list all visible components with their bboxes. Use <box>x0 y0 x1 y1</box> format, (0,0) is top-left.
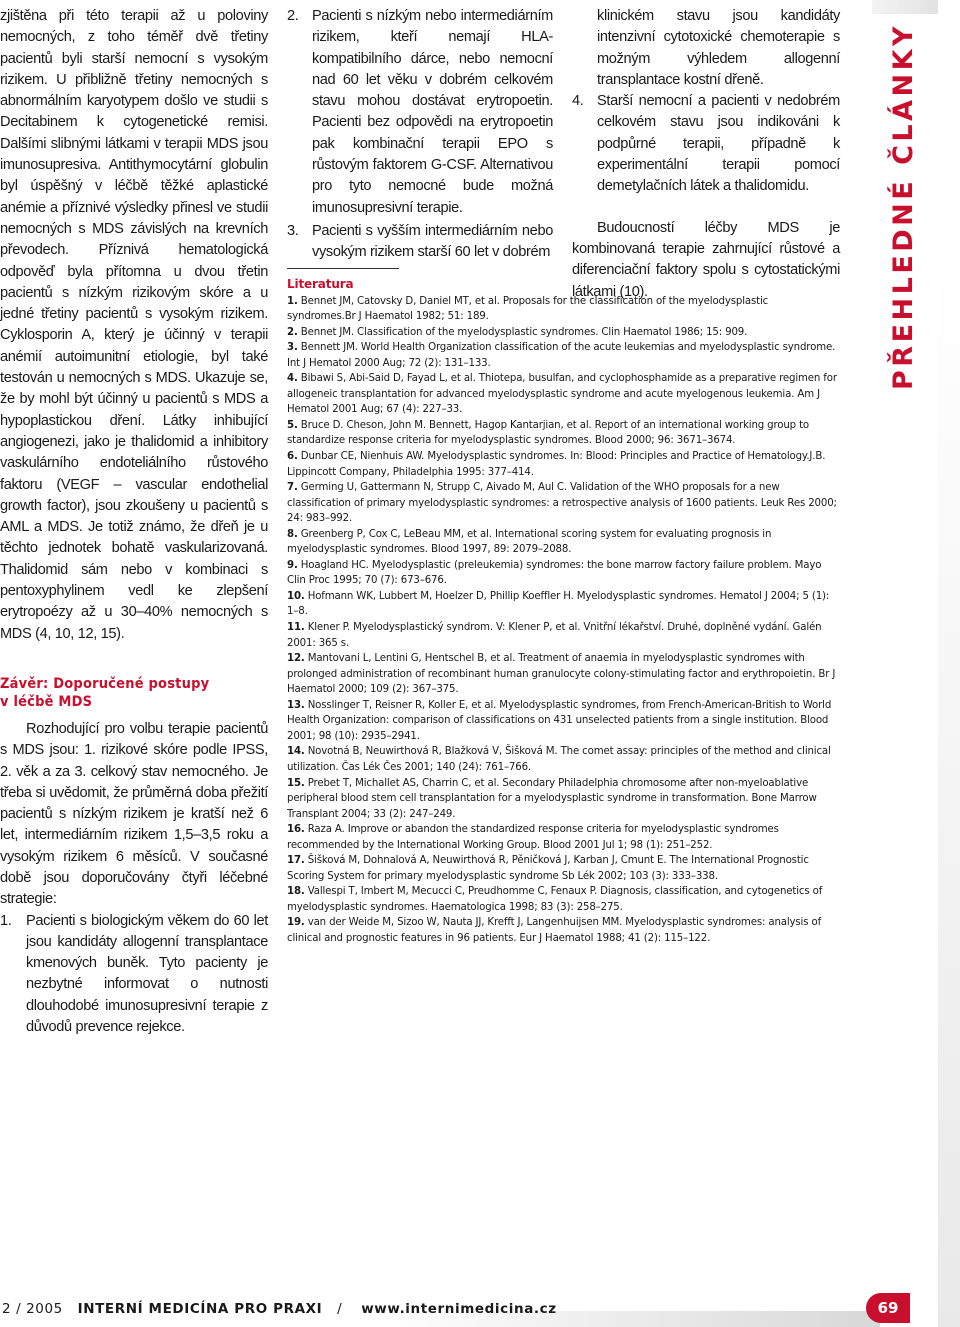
reference-item <box>287 294 839 325</box>
reference-item <box>287 853 839 884</box>
reference-item <box>287 776 839 823</box>
reference-text: Bennet JM, Catovsky D, Daniel MT, et al. Proposals for the classification of the myelodysplastic syndromes.Br J Haematol 1982; 51: 189. <box>287 295 769 323</box>
body-paragraph: Rozhodující pro volbu terapie pacientů s MDS jsou: 1. rizikové skóre podle IPSS, 2. věk a za 3. celkový stav nemocného. Je třeba si uvědomit, že průměrná doba přežití pacientů s nízkým rizikem je kratší než 6 let, intermediárním rizikem 1,5–3,5 roku a vysokým rizikem 6 měsíců. V současné době jsou doporučovány čtyři léčebné strategie: <box>0 720 268 908</box>
issue-number: 2 / 2005 <box>2 1301 63 1317</box>
list-item <box>572 91 840 197</box>
conclusion-heading <box>0 675 268 711</box>
reference-number: 5. <box>287 419 298 431</box>
reference-item <box>287 558 839 589</box>
reference-item <box>287 449 839 480</box>
list-item-number: 3. <box>287 222 299 239</box>
conclusion-heading-line1: Závěr: Doporučené postupy <box>0 675 210 692</box>
reference-number: 1. <box>287 295 298 307</box>
magazine-title: INTERNÍ MEDICÍNA PRO PRAXI <box>77 1301 323 1317</box>
strategy-list-continued <box>287 6 553 264</box>
reference-number: 15. <box>287 777 305 789</box>
reference-number: 10. <box>287 590 305 602</box>
list-item-number: 2. <box>287 8 299 24</box>
literature-section <box>287 277 839 947</box>
reference-text: van der Weide M, Sizoo W, Nauta JJ, Krefft J, Langenhuijsen MM. Myelodysplastic syndromes: analysis of clinical and prognostic features in 96 patients. Eur J Haematol 1988; 41 (2): 115–122. <box>287 917 822 944</box>
body-paragraph: Budoucností léčby MDS je kombinovaná terapie zahrnující růstové a diferenciační faktory spolu s cytostatickými látkami (10). <box>572 219 840 300</box>
list-item-continuation: klinickém stavu jsou kandidáty intenzivní cytotoxické chemoterapie s možným výhledem allogenní transplantace kostní dřeně. <box>597 8 840 88</box>
reference-text: Bruce D. Cheson, John M. Bennett, Hagop Kantarjian, et al. Report of an international working group to standardize response criteria for myelodysplastic syndromes. Blood 2000; 96: 3671–3674. <box>287 419 810 447</box>
strategy-list <box>0 911 268 1039</box>
reference-number: 6. <box>287 451 298 463</box>
reference-text: Vallespi T, Imbert M, Mecucci C, Preudhomme C, Fenaux P. Diagnosis, classification, and cytogenetics of myelodysplastic syndromes. Haematologica 1998; 83 (3): 258–275. <box>287 886 823 913</box>
reference-item <box>287 915 839 946</box>
reference-text: Mantovani L, Lentini G, Hentschel B, et al. Treatment of anaemia in myelodysplastic syndromes with prolonged administration of recombinant human granulocyte colony-stimulating factor and erythropoietin. Br J Haematol 2000; 109 (2): 367–375. <box>287 653 836 696</box>
decorative-sidebar <box>938 0 960 1327</box>
reference-number: 14. <box>287 746 305 758</box>
reference-item <box>287 884 839 915</box>
reference-item <box>287 744 839 775</box>
list-item <box>0 911 268 1039</box>
reference-text: Bibawi S, Abi-Said D, Fayad L, et al. Thiotepa, busulfan, and cyclophosphamide as a preparative regimen for allogeneic transplantation for advanced myelodysplastic syndrome and acute myelogenous leukemia. Am J Hematol 2001 Aug; 67 (4): 227–33. <box>287 373 837 416</box>
reference-number: 16. <box>287 824 305 836</box>
reference-number: 4. <box>287 373 298 385</box>
reference-number: 8. <box>287 528 298 540</box>
reference-item <box>287 325 839 341</box>
reference-text: Klener P. Myelodysplastický syndrom. V: Klener P, et al. Vnitřní lékařství. Druhé, doplněné vydání. Galén 2001: 365 s. <box>287 622 822 649</box>
reference-item <box>287 589 839 620</box>
conclusion-heading-line2: v léčbě MDS <box>0 693 93 710</box>
reference-text: Novotná B, Neuwirthová R, Blažková V, Šišková M. The comet assay: principles of the method and clinical utilization. Čas Lék Čes 2001; 140 (24): 761–766. <box>287 746 831 773</box>
middle-column <box>287 6 553 264</box>
list-item-text: Pacienti s nízkým nebo intermediárním rizikem, kteří nemají HLA-kompatibilního dárce, nebo nemocní nad 60 let věku v dobrém celkovém stavu mohou dostávat erytropoetin. Pacienti bez odpovědi na erytropoetin pak kombinační terapii EPO s růstovým faktorem G-CSF. Alternativou pro tyto nemocné bude možná imunosupresivní terapie. <box>312 8 553 216</box>
literature-heading: Literatura <box>287 277 354 291</box>
reference-text: Prebet T, Michallet AS, Charrin C, et al. Secondary Philadelphia chromosome after non-myeloablative peripheral blood stem cell transplantation for a myelodysplastic syndrome in transformation. Bone Marrow Transplant 2004; 33 (2): 247–249. <box>287 777 817 820</box>
list-item-text: Pacienti s biologickým věkem do 60 let jsou kandidáty allogenní transplantace kmenových buněk. Tyto pacienty je nezbytné informovat o nutnosti dlouhodobé imunosupresivní terapie z důvodů prevence rejekce. <box>26 912 268 1036</box>
reference-item <box>287 418 839 449</box>
reference-item <box>287 371 839 418</box>
reference-text: Bennett JM. World Health Organization classification of the acute leukemias and myelodysplastic syndrome. Int J Hematol 2000 Aug; 72 (2): 131–133. <box>287 342 836 369</box>
reference-number: 11. <box>287 622 305 634</box>
footer-text <box>2 1301 557 1317</box>
page-footer <box>0 1297 960 1327</box>
reference-text: Nosslinger T, Reisner R, Koller E, et al. Myelodysplastic syndromes, from French-American-British to World Health Organization: comparison of classifications on 431 unselected patients from a single institution. Blood 2001; 98 (10): 2935–2941. <box>287 699 832 742</box>
footer-separator: / <box>337 1301 343 1317</box>
reference-number: 2. <box>287 326 298 338</box>
reference-number: 18. <box>287 886 305 898</box>
reference-item <box>287 822 839 853</box>
reference-text: Hofmann WK, Lubbert M, Hoelzer D, Phillip Koeffler H. Myelodysplastic syndromes. Hematol J 2004; 5 (1): 1–8. <box>287 590 830 618</box>
strategy-list-continued <box>572 91 840 197</box>
right-column <box>572 6 840 303</box>
reference-item <box>287 651 839 698</box>
reference-number: 12. <box>287 653 305 665</box>
reference-item <box>287 620 839 651</box>
reference-number: 7. <box>287 482 298 494</box>
reference-text: Bennet JM. Classification of the myelodysplastic syndromes. Clin Haematol 1986; 15: 909. <box>300 326 748 338</box>
reference-item <box>287 527 839 558</box>
reference-text: Raza A. Improve or abandon the standardized response criteria for myelodysplastic syndromes recommended by the International Working Group. Blood 2001 Jul 1; 98 (1): 251–252. <box>287 824 779 851</box>
list-item-number: 4. <box>572 93 584 110</box>
reference-text: Greenberg P, Cox C, LeBeau MM, et al. International scoring system for evaluating prognosis in myelodysplastic syndromes. Blood 1997, 89: 2079–2088. <box>287 528 772 556</box>
reference-item <box>287 340 839 371</box>
reference-number: 9. <box>287 559 298 571</box>
left-column <box>0 6 268 1038</box>
website-link[interactable]: www.internimedicina.cz <box>361 1301 557 1317</box>
page-number: 69 <box>866 1293 910 1323</box>
list-item-number: 1. <box>0 912 12 929</box>
reference-number: 19. <box>287 917 305 929</box>
reference-text: Dunbar CE, Nienhuis AW. Myelodysplastic syndromes. In: Blood: Principles and Practice of Hematology.J.B. Lippincott Company, Philadelphia 1995: 377–414. <box>287 451 826 478</box>
reference-item <box>287 698 839 745</box>
reference-text: Germing U, Gattermann N, Strupp C, Aivado M, Aul C. Validation of the WHO proposals for a new classification of primary myelodysplastic syndromes: a retrospective analysis of 1600 patients. Leuk Res 2000; 24: 983–992. <box>287 482 837 525</box>
body-paragraph: zjištěna při této terapii až u poloviny nemocných, z toho téměř dvě třetiny pacientů byli starší nemocní s vysokým rizikem. U přibližně třetiny nemocných s abnormálním karyotypem došlo ve studii s Decitabinem k cytogenetické remisi. Dalšími slibnými látkami v terapii MDS jsou imunosupresiva. Antithymocytární globulin byl úspěšný v léčbě těžké aplastické anémie a příznivé výsledky přinesl ve studii nemocných s MDS závislých na krevních převodech. Příznivá hematologická odpověď byla přítomna u dvou třetin pacientů s nízkým rizikovým skóre a u jedné třetiny pacientů s vysokým rizikem. Cyklosporin A, který je účinný v terapii anémií autoimunitní etiologie, byl také testován u nemocných s MDS. Ukazuje se, že by mohl být účinný u pacientů s MDS a hypoplastickou dření. Látky inhibující angiogenezi, jako je thalidomid a inhibitory vaskulárního endoteliálního růstového faktoru (VEGF – vascular endothelial growth factor), jsou zkoušeny u pacientů s AML a MDS. Je totiž známo, že dřeň je u těchto jednotek bohatě vaskularizovaná. Thalidomid sám nebo v kombinaci s pentoxyphylinem vedl ke zlepšení erytropoézy až u 30–40% nemocných s MDS (4, 10, 12, 15). <box>0 8 268 642</box>
list-item <box>287 6 553 219</box>
literature-divider <box>287 268 399 269</box>
reference-number: 17. <box>287 855 305 867</box>
list-item <box>287 221 553 264</box>
reference-text: Hoagland HC. Myelodysplastic (preleukemia) syndromes: the bone marrow factory failure problem. Mayo Clin Proc 1995; 70 (7): 673–676. <box>287 559 822 587</box>
reference-text: Šišková M, Dohnalová A, Neuwirthová R, Pěničková J, Karban J, Cmunt E. The International Prognostic Scoring System for primary myelodysplastic syndrome Sb Lék 2002; 103 (3): 333–338. <box>287 855 809 882</box>
reference-item <box>287 480 839 527</box>
list-item-text: Starší nemocní a pacienti v nedobrém celkovém stavu jsou indikováni k podpůrné terapii, případně k experimentální terapii pomocí demetylačních látek a thalidomidu. <box>597 93 840 195</box>
section-label: PŘEHLEDNÉ ČLÁNKY <box>888 22 919 390</box>
reference-number: 13. <box>287 699 305 711</box>
list-item-text: Pacienti s vyšším intermediárním nebo vysokým rizikem starší 60 let v dobrém <box>312 222 553 261</box>
reference-number: 3. <box>287 342 298 354</box>
reference-list <box>287 294 839 947</box>
